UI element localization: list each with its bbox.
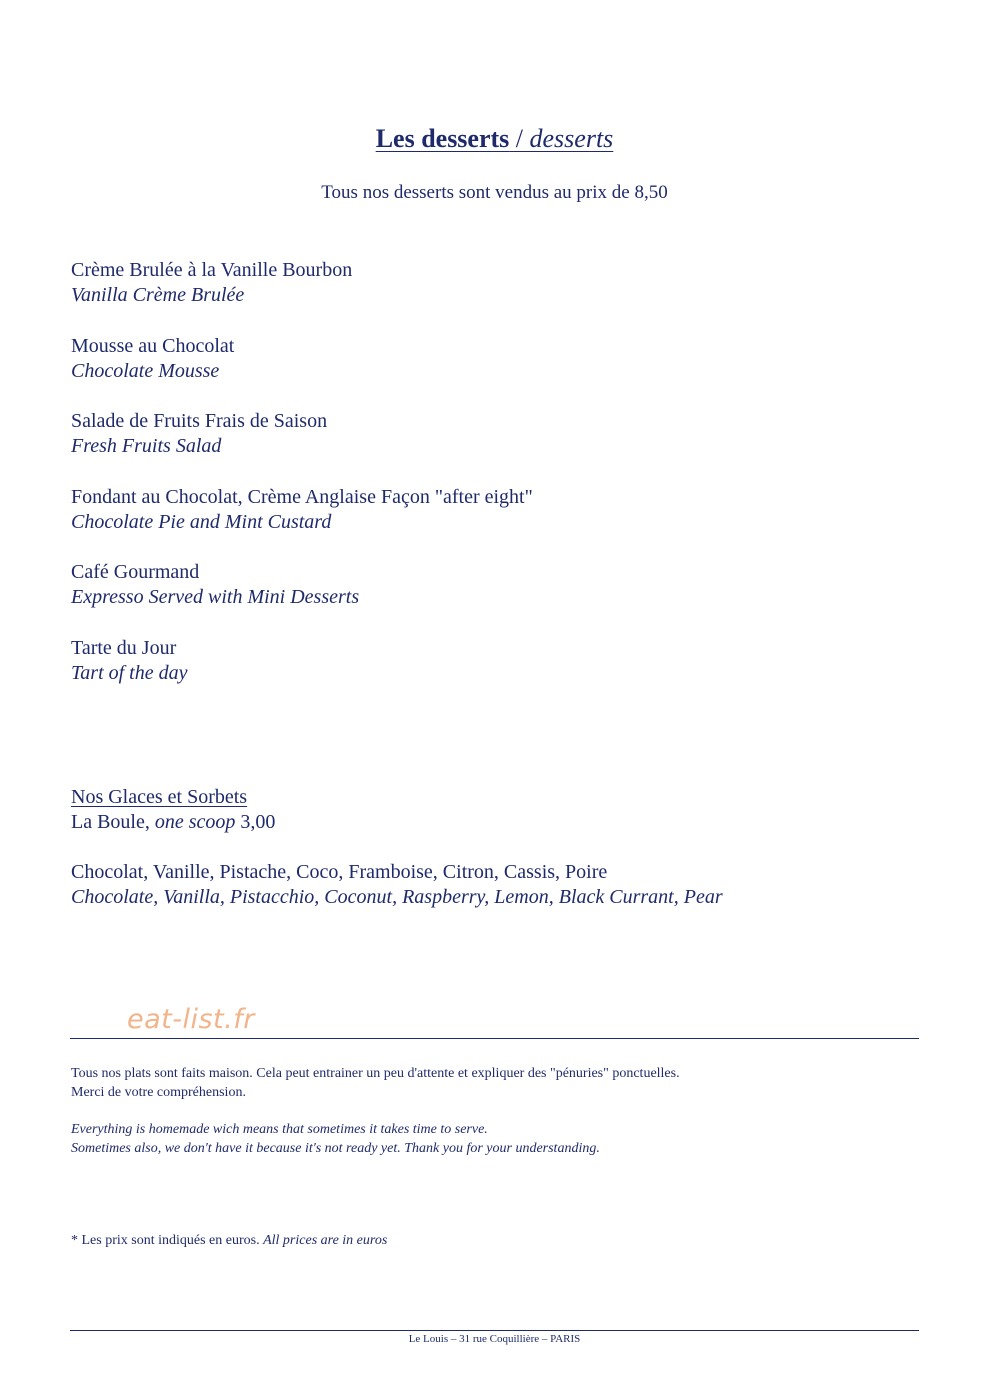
flavors-en: Chocolate, Vanilla, Pistacchio, Coconut, Raspberry, Lemon, Black Currant, Pear [71,886,723,908]
dessert-item [71,636,931,712]
dessert-item [71,334,931,410]
flavor-list [71,860,931,910]
note-fr-line: Tous nos plats sont faits maison. Cela peut entrainer un peu d'attente et expliquer des "pénuries" ponctuelles. [71,1066,680,1081]
dessert-name-fr: Tarte du Jour [71,636,177,659]
dessert-name-fr: Crème Brulée à la Vanille Bourbon [71,259,353,281]
ice-cream-section [71,785,931,910]
dessert-name-fr: Mousse au Chocolat [71,334,235,357]
scoop-label-en: one scoop [154,811,236,833]
currency-note-fr: * Les prix sont indiqués en euros. [71,1233,260,1248]
page-title [0,124,989,154]
dessert-item [71,485,931,561]
dessert-name-fr: Salade de Fruits Frais de Saison [71,410,328,432]
flavors-fr: Chocolat, Vanille, Pistache, Coco, Framboise, Citron, Cassis, Poire [71,861,608,883]
watermark: eat-list.fr [127,1004,255,1035]
scoop-line [71,810,931,835]
title-separator: / [509,124,530,153]
dessert-name-en: Fresh Fruits Salad [71,435,222,457]
dessert-name-en: Vanilla Crème Brulée [71,284,245,306]
footer-address: Le Louis – 31 rue Coquillière – PARIS [408,1333,581,1345]
dessert-item [71,560,931,636]
dessert-name-en: Expresso Served with Mini Desserts [71,586,360,608]
dessert-item [71,258,931,334]
price-note: Tous nos desserts sont vendus au prix de 8,50 [321,182,668,203]
currency-note [71,1233,387,1249]
dessert-item [71,409,931,485]
dessert-name-fr: Fondant au Chocolat, Crème Anglaise Façon "after eight" [71,485,533,508]
title-en: desserts [529,124,614,153]
note-fr-line: Merci de votre compréhension. [71,1085,246,1100]
dessert-name-en: Chocolate Pie and Mint Custard [71,510,332,533]
notes-en [71,1120,931,1158]
currency-note-en: All prices are in euros [263,1233,388,1248]
ice-cream-title: Nos Glaces et Sorbets [71,786,248,808]
notes-fr [71,1064,931,1102]
note-en-line: Sometimes also, we don't have it because it's not ready yet. Thank you for your understanding. [71,1141,600,1156]
dessert-name-en: Chocolate Mousse [71,359,220,382]
dessert-name-en: Tart of the day [71,661,188,684]
scoop-label-fr: La Boule, [71,811,150,833]
scoop-price: 3,00 [240,811,276,833]
divider [70,1038,919,1039]
homemade-notes [71,1064,931,1158]
dessert-name-fr: Café Gourmand [71,561,200,583]
note-en-line: Everything is homemade wich means that sometimes it takes time to serve. [71,1122,488,1137]
dessert-list [71,258,931,711]
title-fr: Les desserts [375,124,510,153]
footer-divider [70,1330,919,1331]
